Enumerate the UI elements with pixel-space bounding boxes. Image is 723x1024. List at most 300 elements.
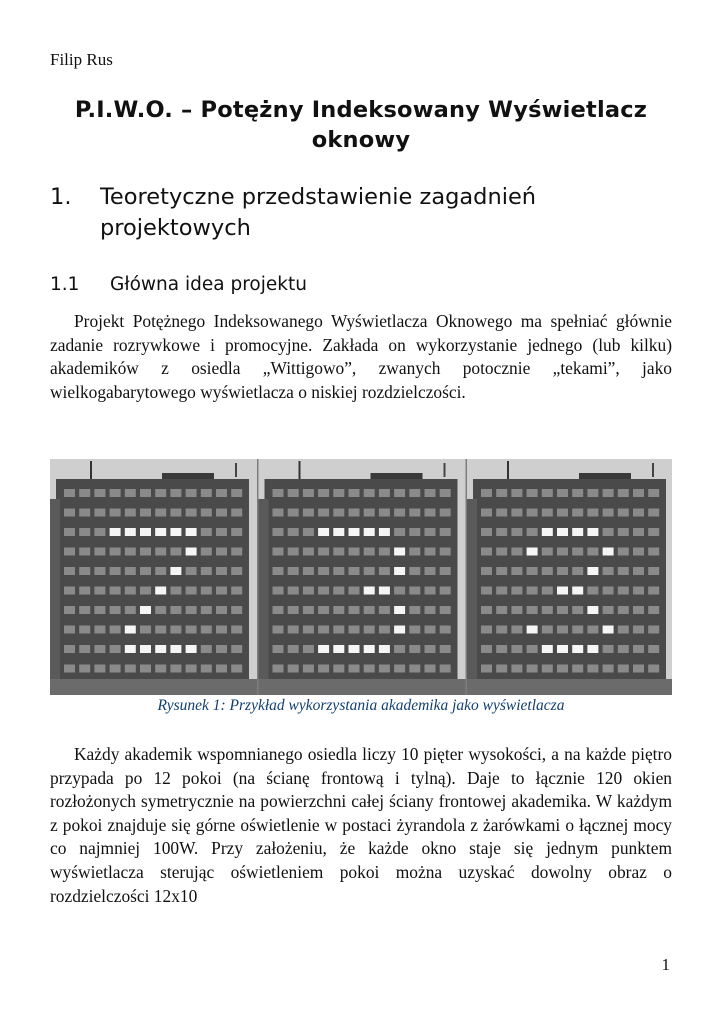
window-lit — [587, 645, 598, 653]
window-dark — [633, 587, 644, 595]
window-dark — [572, 567, 583, 575]
figure-building-photos — [50, 459, 672, 695]
window-dark — [273, 567, 284, 575]
window-dark — [379, 509, 390, 517]
window-dark — [572, 509, 583, 517]
window-dark — [155, 567, 166, 575]
window-lit — [140, 645, 151, 653]
window-dark — [79, 567, 90, 575]
window-dark — [440, 626, 451, 634]
window-dark — [587, 489, 598, 497]
window-dark — [288, 567, 299, 575]
window-lit — [125, 528, 136, 536]
window-dark — [364, 548, 375, 556]
window-lit — [603, 626, 614, 634]
window-lit — [527, 548, 538, 556]
window-dark — [231, 509, 242, 517]
window-dark — [303, 626, 314, 634]
window-dark — [648, 626, 659, 634]
window-dark — [587, 626, 598, 634]
window-dark — [603, 645, 614, 653]
window-dark — [216, 587, 227, 595]
window-lit — [349, 645, 360, 653]
window-dark — [155, 548, 166, 556]
window-dark — [633, 606, 644, 614]
window-dark — [618, 509, 629, 517]
window-dark — [496, 567, 507, 575]
window-dark — [64, 567, 75, 575]
building-photo — [259, 459, 466, 695]
window-dark — [511, 489, 522, 497]
window-lit — [572, 645, 583, 653]
page-number: 1 — [661, 955, 670, 974]
window-dark — [557, 567, 568, 575]
window-dark — [155, 606, 166, 614]
window-lit — [318, 528, 329, 536]
window-lit — [170, 567, 181, 575]
window-dark — [273, 528, 284, 536]
window-dark — [496, 548, 507, 556]
window-dark — [603, 665, 614, 673]
window-dark — [64, 587, 75, 595]
window-lit — [587, 528, 598, 536]
window-dark — [94, 587, 105, 595]
window-lit — [140, 528, 151, 536]
window-dark — [64, 645, 75, 653]
window-lit — [394, 548, 405, 556]
window-dark — [318, 567, 329, 575]
window-dark — [170, 489, 181, 497]
window-dark — [425, 587, 436, 595]
window-dark — [94, 548, 105, 556]
window-dark — [201, 528, 212, 536]
section-title: Teoretyczne przedstawienie zagadnień projektowych — [100, 184, 537, 241]
window-dark — [618, 626, 629, 634]
window-dark — [110, 606, 121, 614]
window-dark — [587, 587, 598, 595]
window-dark — [587, 665, 598, 673]
window-lit — [186, 645, 197, 653]
window-dark — [201, 548, 212, 556]
window-dark — [79, 626, 90, 634]
author-name: Filip Rus — [50, 50, 113, 69]
window-dark — [333, 665, 344, 673]
window-dark — [216, 548, 227, 556]
window-dark — [409, 509, 420, 517]
window-dark — [94, 567, 105, 575]
window-dark — [618, 489, 629, 497]
window-dark — [349, 626, 360, 634]
side-wall — [259, 499, 269, 695]
antenna — [90, 461, 92, 479]
window-dark — [303, 528, 314, 536]
window-lit — [572, 528, 583, 536]
window-dark — [481, 626, 492, 634]
window-dark — [394, 587, 405, 595]
window-lit — [349, 528, 360, 536]
window-dark — [496, 489, 507, 497]
window-dark — [201, 645, 212, 653]
window-dark — [170, 606, 181, 614]
window-dark — [409, 528, 420, 536]
window-dark — [409, 587, 420, 595]
window-dark — [557, 626, 568, 634]
window-dark — [527, 567, 538, 575]
window-dark — [511, 606, 522, 614]
window-dark — [79, 528, 90, 536]
ground — [259, 679, 466, 695]
window-dark — [440, 567, 451, 575]
window-dark — [288, 665, 299, 673]
section-number: 1. — [50, 184, 72, 210]
window-dark — [318, 665, 329, 673]
window-lit — [170, 645, 181, 653]
window-dark — [379, 606, 390, 614]
window-dark — [542, 606, 553, 614]
window-dark — [425, 606, 436, 614]
window-dark — [110, 489, 121, 497]
window-dark — [394, 489, 405, 497]
window-dark — [303, 489, 314, 497]
window-dark — [572, 548, 583, 556]
window-dark — [425, 567, 436, 575]
window-dark — [603, 528, 614, 536]
window-dark — [633, 567, 644, 575]
window-lit — [186, 528, 197, 536]
window-dark — [440, 509, 451, 517]
window-dark — [587, 509, 598, 517]
window-dark — [231, 626, 242, 634]
window-dark — [318, 587, 329, 595]
window-dark — [481, 665, 492, 673]
window-dark — [409, 606, 420, 614]
window-lit — [155, 528, 166, 536]
window-lit — [333, 528, 344, 536]
window-dark — [481, 509, 492, 517]
window-dark — [125, 665, 136, 673]
window-dark — [303, 548, 314, 556]
window-dark — [379, 567, 390, 575]
window-lit — [557, 587, 568, 595]
window-dark — [409, 548, 420, 556]
window-dark — [288, 645, 299, 653]
window-dark — [79, 665, 90, 673]
window-dark — [394, 645, 405, 653]
antenna — [299, 461, 301, 479]
window-dark — [231, 645, 242, 653]
window-dark — [349, 548, 360, 556]
window-lit — [125, 626, 136, 634]
window-dark — [496, 587, 507, 595]
window-dark — [201, 606, 212, 614]
window-dark — [318, 489, 329, 497]
window-dark — [288, 489, 299, 497]
window-dark — [64, 489, 75, 497]
window-dark — [496, 509, 507, 517]
window-dark — [511, 509, 522, 517]
window-dark — [231, 548, 242, 556]
window-dark — [557, 489, 568, 497]
window-dark — [379, 489, 390, 497]
window-dark — [603, 509, 614, 517]
window-dark — [425, 528, 436, 536]
window-dark — [186, 509, 197, 517]
antenna — [235, 463, 237, 477]
window-dark — [648, 587, 659, 595]
window-dark — [140, 665, 151, 673]
window-dark — [379, 665, 390, 673]
window-dark — [231, 489, 242, 497]
window-dark — [349, 489, 360, 497]
window-lit — [527, 626, 538, 634]
window-dark — [140, 548, 151, 556]
window-dark — [364, 665, 375, 673]
building-photo-strip — [50, 459, 672, 695]
window-dark — [94, 665, 105, 673]
window-dark — [79, 587, 90, 595]
window-lit — [542, 528, 553, 536]
window-lit — [542, 645, 553, 653]
window-dark — [79, 606, 90, 614]
window-dark — [648, 567, 659, 575]
window-dark — [425, 489, 436, 497]
window-dark — [633, 665, 644, 673]
window-dark — [216, 665, 227, 673]
window-lit — [394, 606, 405, 614]
window-dark — [409, 567, 420, 575]
window-dark — [273, 606, 284, 614]
window-dark — [633, 528, 644, 536]
window-dark — [394, 509, 405, 517]
window-dark — [318, 509, 329, 517]
window-dark — [186, 665, 197, 673]
window-dark — [618, 606, 629, 614]
window-dark — [557, 509, 568, 517]
window-dark — [110, 567, 121, 575]
subsection-title: Główna idea projektu — [110, 274, 307, 295]
window-dark — [409, 626, 420, 634]
window-lit — [186, 548, 197, 556]
window-dark — [618, 587, 629, 595]
window-dark — [542, 489, 553, 497]
window-dark — [273, 665, 284, 673]
window-dark — [303, 645, 314, 653]
window-lit — [394, 567, 405, 575]
window-dark — [481, 548, 492, 556]
window-dark — [496, 626, 507, 634]
window-dark — [496, 528, 507, 536]
window-dark — [303, 567, 314, 575]
window-dark — [425, 548, 436, 556]
antenna — [652, 463, 654, 477]
window-dark — [409, 645, 420, 653]
window-dark — [64, 606, 75, 614]
window-dark — [201, 567, 212, 575]
window-dark — [425, 645, 436, 653]
window-dark — [94, 606, 105, 614]
window-dark — [186, 567, 197, 575]
window-dark — [110, 548, 121, 556]
window-dark — [79, 489, 90, 497]
window-lit — [587, 567, 598, 575]
window-dark — [273, 587, 284, 595]
ground — [50, 679, 257, 695]
window-dark — [140, 489, 151, 497]
window-dark — [79, 509, 90, 517]
window-dark — [603, 489, 614, 497]
window-dark — [527, 489, 538, 497]
window-dark — [140, 587, 151, 595]
window-lit — [364, 528, 375, 536]
window-dark — [273, 626, 284, 634]
window-dark — [440, 665, 451, 673]
window-dark — [587, 548, 598, 556]
window-dark — [201, 489, 212, 497]
window-dark — [273, 548, 284, 556]
window-dark — [633, 626, 644, 634]
window-dark — [288, 548, 299, 556]
window-dark — [288, 626, 299, 634]
window-lit — [379, 528, 390, 536]
window-dark — [231, 606, 242, 614]
window-dark — [94, 645, 105, 653]
window-dark — [572, 665, 583, 673]
window-lit — [557, 645, 568, 653]
side-wall — [50, 499, 60, 695]
window-dark — [425, 665, 436, 673]
window-dark — [333, 626, 344, 634]
window-dark — [155, 665, 166, 673]
window-lit — [155, 645, 166, 653]
window-dark — [186, 489, 197, 497]
window-dark — [481, 587, 492, 595]
window-dark — [318, 548, 329, 556]
window-dark — [64, 548, 75, 556]
window-lit — [140, 606, 151, 614]
document-title: P.I.W.O. – Potężny Indeksowany Wyświetlacz oknowy — [74, 97, 648, 153]
window-dark — [648, 548, 659, 556]
window-dark — [288, 528, 299, 536]
window-dark — [201, 509, 212, 517]
window-dark — [394, 665, 405, 673]
antenna — [507, 461, 509, 479]
building-photo — [50, 459, 257, 695]
window-dark — [648, 665, 659, 673]
window-dark — [110, 509, 121, 517]
window-dark — [231, 528, 242, 536]
window-dark — [527, 606, 538, 614]
window-dark — [364, 509, 375, 517]
window-dark — [333, 509, 344, 517]
window-dark — [110, 587, 121, 595]
window-dark — [633, 509, 644, 517]
window-dark — [618, 567, 629, 575]
window-dark — [496, 645, 507, 653]
window-dark — [333, 548, 344, 556]
window-dark — [379, 626, 390, 634]
window-dark — [110, 626, 121, 634]
window-dark — [216, 626, 227, 634]
window-dark — [64, 626, 75, 634]
window-dark — [140, 626, 151, 634]
window-dark — [318, 626, 329, 634]
window-dark — [511, 548, 522, 556]
window-dark — [273, 509, 284, 517]
window-dark — [186, 587, 197, 595]
window-dark — [231, 665, 242, 673]
window-dark — [364, 606, 375, 614]
window-dark — [648, 509, 659, 517]
window-dark — [94, 626, 105, 634]
window-dark — [333, 489, 344, 497]
window-dark — [125, 489, 136, 497]
window-dark — [496, 606, 507, 614]
window-dark — [648, 606, 659, 614]
window-dark — [527, 645, 538, 653]
window-dark — [511, 528, 522, 536]
window-lit — [587, 606, 598, 614]
window-dark — [542, 587, 553, 595]
window-dark — [557, 665, 568, 673]
window-dark — [201, 665, 212, 673]
window-dark — [648, 528, 659, 536]
window-dark — [542, 665, 553, 673]
window-dark — [527, 528, 538, 536]
window-dark — [603, 567, 614, 575]
subsection-number: 1.1 — [50, 274, 80, 295]
window-dark — [201, 587, 212, 595]
window-dark — [618, 548, 629, 556]
window-lit — [364, 645, 375, 653]
window-lit — [125, 645, 136, 653]
window-dark — [155, 509, 166, 517]
window-dark — [425, 509, 436, 517]
window-dark — [216, 567, 227, 575]
window-lit — [364, 587, 375, 595]
window-dark — [273, 489, 284, 497]
window-dark — [140, 509, 151, 517]
window-dark — [618, 528, 629, 536]
window-dark — [527, 665, 538, 673]
window-dark — [394, 528, 405, 536]
window-dark — [231, 567, 242, 575]
window-lit — [572, 587, 583, 595]
window-lit — [557, 528, 568, 536]
window-dark — [64, 665, 75, 673]
window-dark — [318, 606, 329, 614]
window-dark — [349, 665, 360, 673]
window-dark — [273, 645, 284, 653]
window-dark — [572, 489, 583, 497]
window-lit — [333, 645, 344, 653]
window-dark — [542, 626, 553, 634]
window-dark — [527, 509, 538, 517]
window-dark — [79, 548, 90, 556]
window-dark — [216, 489, 227, 497]
window-dark — [481, 645, 492, 653]
window-dark — [542, 548, 553, 556]
window-dark — [110, 645, 121, 653]
window-lit — [110, 528, 121, 536]
window-dark — [618, 645, 629, 653]
window-dark — [425, 626, 436, 634]
window-dark — [349, 509, 360, 517]
window-dark — [481, 489, 492, 497]
window-dark — [155, 489, 166, 497]
window-lit — [603, 548, 614, 556]
window-dark — [440, 587, 451, 595]
window-dark — [303, 587, 314, 595]
